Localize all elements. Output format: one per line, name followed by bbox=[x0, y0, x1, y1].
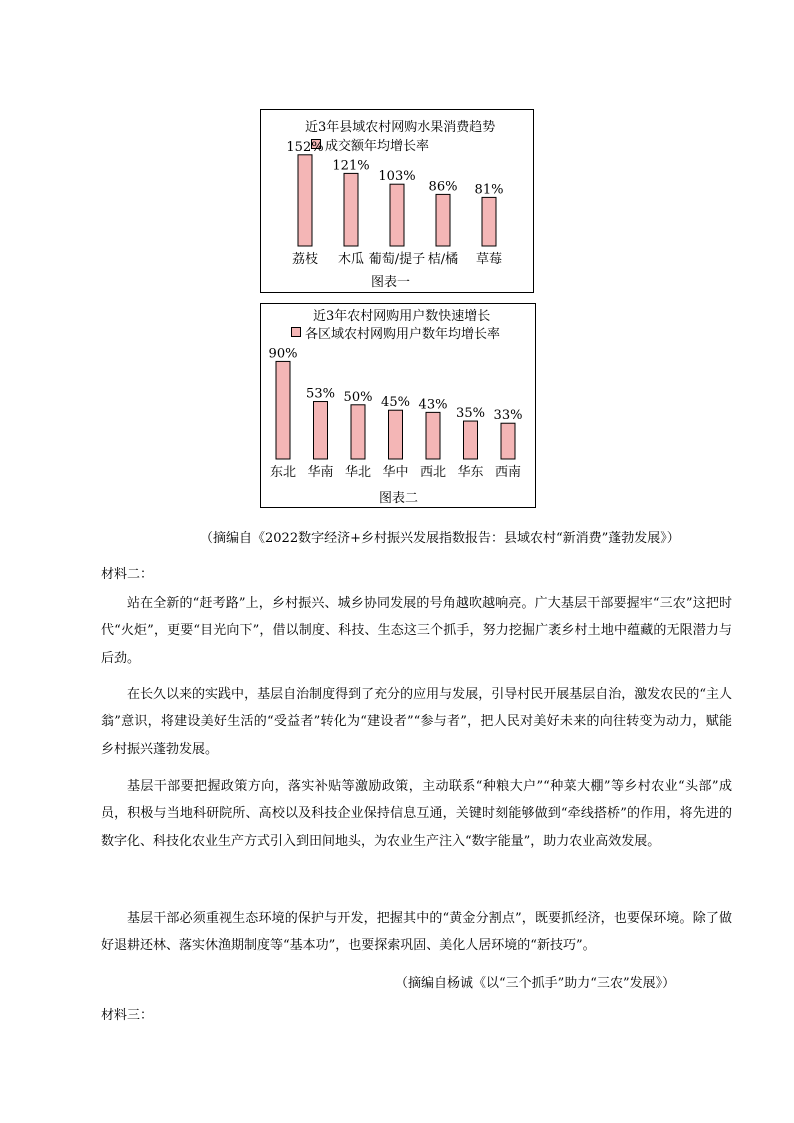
paragraph-4: 基层干部必须重视生态环境的保护与开发，把握其中的“黄金分割点”，既要抓经济，也要保环境。除了做好退耕还林、落实休渔期制度等“基本功”，也要探索巩固、美化人居环境的“新技巧”。 bbox=[101, 911, 732, 954]
chart-2-category-label-3: 华中 bbox=[382, 465, 409, 480]
chart-2-plot bbox=[261, 304, 535, 507]
chart-1-bar-3 bbox=[436, 194, 450, 246]
chart-1-category-label-2: 葡萄/提子 bbox=[368, 252, 426, 267]
chart-2-data-label-0: 90% bbox=[268, 346, 298, 362]
chart-2-category-label-4: 西北 bbox=[419, 465, 447, 480]
chart-1-data-label-0: 152% bbox=[286, 139, 324, 155]
paragraph-2: 在长久以来的实践中，基层自治制度得到了充分的应用与发展，引导村民开展基层自治，激发农民的“主人翁”意识，将建设美好生活的“受益者”转化为“建设者”“参与者”，把人民对美好未来的向往转变为动力，赋能乡村振兴蓬勃发展。 bbox=[101, 687, 732, 757]
chart-2-bar-5 bbox=[464, 421, 478, 459]
chart-1-plot bbox=[261, 110, 533, 292]
chart-1 bbox=[260, 109, 534, 293]
chart-1-caption: 图表一 bbox=[371, 275, 411, 290]
chart-1-category-label-4: 草莓 bbox=[475, 252, 503, 267]
chart-2-category-label-2: 华北 bbox=[344, 465, 372, 480]
chart-1-title: 近3年县域农村网购水果消费趋势 bbox=[305, 120, 496, 135]
chart-2-data-label-5: 35% bbox=[456, 406, 485, 422]
chart-1-data-label-2: 103% bbox=[378, 169, 416, 185]
chart-2-data-label-6: 33% bbox=[493, 408, 523, 424]
chart-1-category-label-1: 木瓜 bbox=[337, 252, 365, 267]
chart-1-legend-label: 成交额年均增长率 bbox=[325, 139, 430, 154]
material-3-label: 材料三： bbox=[101, 1008, 154, 1023]
chart-2-category-label-6: 西南 bbox=[494, 465, 522, 480]
chart-1-data-label-3: 86% bbox=[428, 179, 458, 195]
chart-1-bar-0 bbox=[298, 155, 312, 246]
chart-2-data-label-3: 45% bbox=[381, 395, 410, 411]
source-citation-1: （摘编自《2022数字经济+乡村振兴发展指数报告：县域农村“新消费”蓬勃发展》） bbox=[200, 531, 680, 546]
chart-2-data-label-2: 50% bbox=[343, 389, 373, 405]
chart-2-data-label-4: 43% bbox=[418, 397, 448, 413]
chart-2-bar-0 bbox=[276, 361, 290, 459]
chart-2 bbox=[260, 303, 536, 508]
chart-2-category-label-5: 华东 bbox=[457, 465, 484, 480]
chart-2-legend-label: 各区域农村网购用户数年均增长率 bbox=[305, 327, 501, 342]
chart-1-bar-2 bbox=[390, 184, 404, 246]
source-citation-2: （摘编自杨诚《以“三个抓手”助力“三农”发展》） bbox=[395, 976, 676, 991]
chart-2-bar-1 bbox=[314, 402, 328, 459]
chart-2-caption: 图表二 bbox=[379, 491, 419, 506]
chart-2-bar-4 bbox=[426, 412, 440, 459]
chart-1-category-label-3: 桔/橘 bbox=[427, 252, 459, 267]
chart-2-bar-6 bbox=[501, 423, 515, 459]
chart-2-data-label-1: 53% bbox=[306, 386, 335, 402]
chart-2-title: 近3年农村网购用户数快速增长 bbox=[313, 309, 491, 324]
chart-2-bar-2 bbox=[351, 405, 365, 459]
chart-2-category-label-1: 华南 bbox=[307, 465, 334, 480]
chart-1-bar-1 bbox=[344, 173, 358, 246]
paragraph-3: 基层干部要把握政策方向，落实补贴等激励政策，主动联系“种粮大户”“种菜大棚”等乡村农业“头部”成员，积极与当地科研院所、高校以及科技企业保持信息互通，关键时刻能够做到“牵线搭桥”的作用，将先进的数字化、科技化农业生产方式引入到田间地头，为农业生产注入“数字能量”，助力农业高效发展。 bbox=[101, 779, 732, 849]
chart-2-category-label-0: 东北 bbox=[269, 465, 297, 480]
chart-1-category-label-0: 荔枝 bbox=[291, 252, 319, 267]
chart-1-data-label-1: 121% bbox=[332, 158, 370, 174]
chart-2-bar-3 bbox=[389, 410, 403, 459]
chart-1-data-label-4: 81% bbox=[474, 182, 504, 198]
paragraph-1: 站在全新的“赶考路”上，乡村振兴、城乡协同发展的号角越吹越响亮。广大基层干部要握牢“三农”这把时代“火炬”，更要“目光向下”，借以制度、科技、生态这三个抓手，努力挖掘广袤乡村土地中蕴藏的无限潜力与后劲。 bbox=[101, 596, 732, 666]
chart-1-bar-4 bbox=[482, 197, 496, 246]
material-2-label: 材料二： bbox=[101, 567, 154, 582]
